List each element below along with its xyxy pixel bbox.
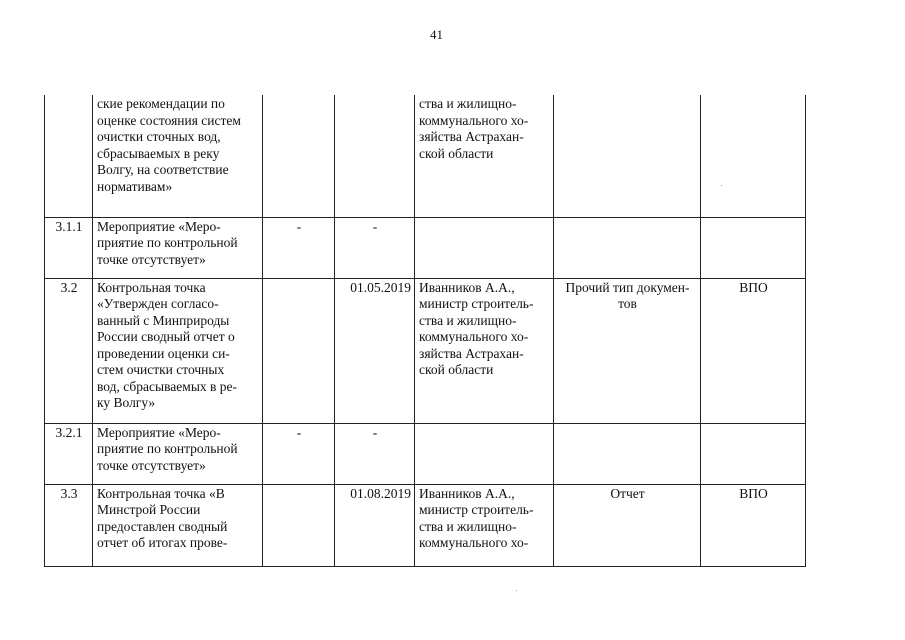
event-name-cell: Контрольная точка «Утвержден согласо- ванный с Минприроды России сводный отчет о проведении оценки си- стем очистки сточных вод, сбрасываемых в ре- ку Волгу» bbox=[93, 278, 263, 423]
table-row bbox=[45, 217, 806, 278]
document-type-cell bbox=[554, 217, 701, 278]
responsible-cell bbox=[415, 423, 554, 484]
row-number-cell: 3.2 bbox=[45, 278, 93, 423]
scan-speck bbox=[721, 185, 722, 186]
responsible-cell: Иванников А.А., министр строитель- ства и жилищно- коммунального хо- зяйства Астрахан- ской области bbox=[415, 278, 554, 423]
plan-table bbox=[44, 95, 806, 567]
row-number-cell bbox=[45, 95, 93, 217]
end-date-cell: 01.08.2019 bbox=[335, 484, 415, 566]
document-type-cell bbox=[554, 423, 701, 484]
row-number-cell: 3.1.1 bbox=[45, 217, 93, 278]
end-date-cell: - bbox=[335, 217, 415, 278]
event-name-cell: Контрольная точка «В Минстрой России предоставлен сводный отчет об итогах прове- bbox=[93, 484, 263, 566]
start-date-cell bbox=[263, 278, 335, 423]
end-date-cell: - bbox=[335, 423, 415, 484]
control-level-cell bbox=[701, 217, 806, 278]
end-date-cell: 01.05.2019 bbox=[335, 278, 415, 423]
table-row bbox=[45, 278, 806, 423]
page-number: 41 bbox=[430, 27, 443, 42]
table-row bbox=[45, 423, 806, 484]
row-number-cell: 3.3 bbox=[45, 484, 93, 566]
control-level-cell bbox=[701, 95, 806, 217]
scan-speck bbox=[516, 590, 517, 591]
table-row bbox=[45, 484, 806, 566]
event-name-cell: ские рекомендации по оценке состояния систем очистки сточных вод, сбрасываемых в реку Волгу, на соответствие нормативам» bbox=[93, 95, 263, 217]
document-type-cell: Прочий тип докумен- тов bbox=[554, 278, 701, 423]
end-date-cell bbox=[335, 95, 415, 217]
start-date-cell: - bbox=[263, 423, 335, 484]
control-level-cell: ВПО bbox=[701, 484, 806, 566]
control-level-cell bbox=[701, 423, 806, 484]
start-date-cell bbox=[263, 484, 335, 566]
event-name-cell: Мероприятие «Меро- приятие по контрольной точке отсутствует» bbox=[93, 217, 263, 278]
document-type-cell: Отчет bbox=[554, 484, 701, 566]
responsible-cell bbox=[415, 217, 554, 278]
row-number-cell: 3.2.1 bbox=[45, 423, 93, 484]
document-type-cell bbox=[554, 95, 701, 217]
responsible-cell: ства и жилищно- коммунального хо- зяйства Астрахан- ской области bbox=[415, 95, 554, 217]
start-date-cell: - bbox=[263, 217, 335, 278]
responsible-cell: Иванников А.А., министр строитель- ства и жилищно- коммунального хо- bbox=[415, 484, 554, 566]
event-name-cell: Мероприятие «Меро- приятие по контрольной точке отсутствует» bbox=[93, 423, 263, 484]
table-row bbox=[45, 95, 806, 217]
control-level-cell: ВПО bbox=[701, 278, 806, 423]
start-date-cell bbox=[263, 95, 335, 217]
